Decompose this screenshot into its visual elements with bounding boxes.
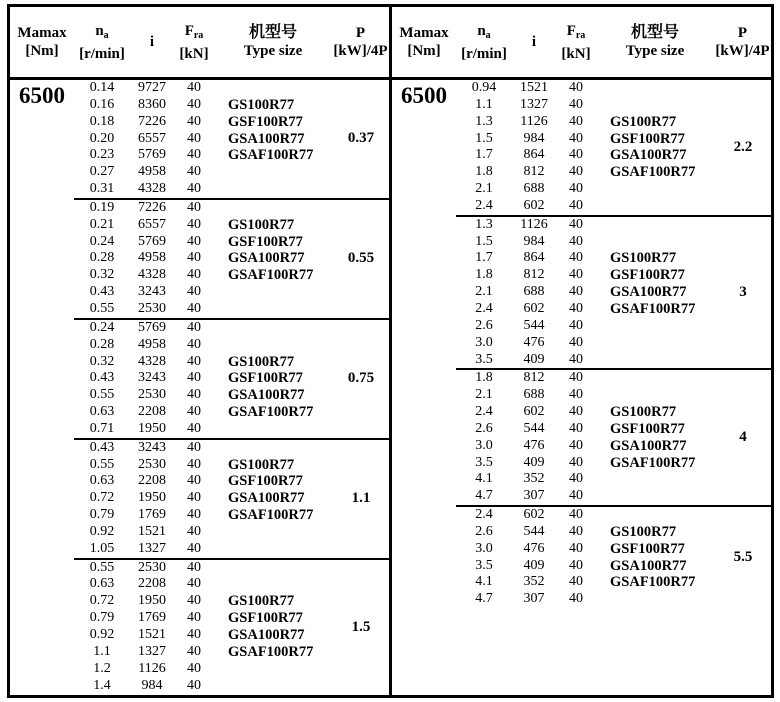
na-value: 0.28 <box>89 250 115 266</box>
na-value: 0.24 <box>89 319 115 335</box>
na-value: 0.55 <box>89 456 115 472</box>
fra-value: 40 <box>569 334 583 350</box>
i-value: 1950 <box>138 420 166 436</box>
i-value: 6557 <box>138 216 166 232</box>
i-value: 2530 <box>138 559 166 575</box>
i-value: 9727 <box>138 80 166 95</box>
i-value: 476 <box>523 334 545 350</box>
na-value: 1.8 <box>475 370 493 386</box>
type-size-value: GSA100R77 <box>610 437 687 454</box>
type-size-value: GSAF100R77 <box>228 147 314 164</box>
na-value: 4.1 <box>475 471 493 487</box>
na-value: 1.7 <box>475 250 493 266</box>
fra-value: 40 <box>569 574 583 590</box>
i-value: 602 <box>523 404 545 420</box>
power-group <box>456 368 771 505</box>
header-type-size: 机型号 Type size <box>243 24 303 59</box>
fra-value: 40 <box>187 490 201 506</box>
i-value: 1126 <box>138 660 166 676</box>
type-size-value: GS100R77 <box>228 456 295 473</box>
table-header-right <box>392 7 771 80</box>
na-value: 1.7 <box>475 147 493 163</box>
fra-value: 40 <box>569 250 583 266</box>
na-value: 4.7 <box>475 591 493 607</box>
i-value: 3243 <box>138 284 166 300</box>
na-value: 3.5 <box>475 557 493 573</box>
fra-value: 40 <box>187 370 201 386</box>
fra-value: 40 <box>187 181 201 197</box>
fra-value: 40 <box>569 80 583 95</box>
na-value: 0.28 <box>89 336 115 352</box>
fra-value: 40 <box>187 404 201 420</box>
i-value: 4958 <box>138 250 166 266</box>
type-size-value: GSAF100R77 <box>610 300 696 317</box>
i-value: 984 <box>141 677 163 693</box>
na-value: 0.43 <box>89 370 115 386</box>
na-value: 2.6 <box>475 420 493 436</box>
i-value: 3243 <box>138 370 166 386</box>
table-body-left <box>10 80 389 695</box>
fra-value: 40 <box>187 267 201 283</box>
na-value: 0.55 <box>89 300 115 316</box>
fra-value: 40 <box>187 336 201 352</box>
i-value: 409 <box>523 454 545 470</box>
i-value: 3243 <box>138 439 166 455</box>
i-value: 5769 <box>138 233 166 249</box>
groups-right <box>456 80 771 695</box>
i-value: 4958 <box>138 164 166 180</box>
i-value: 1126 <box>520 113 548 129</box>
na-value: 0.43 <box>89 439 115 455</box>
na-value: 3.0 <box>475 540 493 556</box>
fra-value: 40 <box>569 370 583 386</box>
na-value: 0.19 <box>89 199 115 215</box>
na-value: 0.92 <box>89 523 115 539</box>
na-value: 2.1 <box>475 181 493 197</box>
type-size-value: GSF100R77 <box>228 473 303 490</box>
fra-value: 40 <box>569 351 583 367</box>
type-size-value: GSA100R77 <box>610 557 687 574</box>
p-value: 0.37 <box>347 130 375 147</box>
i-value: 1950 <box>138 593 166 609</box>
na-value: 0.32 <box>89 267 115 283</box>
p-value: 5.5 <box>733 549 753 566</box>
fra-value: 40 <box>187 113 201 129</box>
na-value: 2.6 <box>475 317 493 333</box>
na-value: 1.8 <box>475 164 493 180</box>
header-p: P [kW]/4P <box>715 25 770 59</box>
fra-value: 40 <box>569 557 583 573</box>
na-value: 0.31 <box>89 181 115 197</box>
i-value: 4328 <box>138 267 166 283</box>
na-value: 0.63 <box>89 576 115 592</box>
i-value: 1521 <box>138 523 166 539</box>
fra-value: 40 <box>187 439 201 455</box>
na-value: 3.5 <box>475 454 493 470</box>
table-header-left <box>10 7 389 80</box>
i-value: 7226 <box>138 113 166 129</box>
fra-value: 40 <box>187 523 201 539</box>
type-size-value: GSF100R77 <box>610 130 685 147</box>
na-value: 0.72 <box>89 593 115 609</box>
fra-value: 40 <box>569 216 583 232</box>
i-value: 409 <box>523 557 545 573</box>
na-value: 0.79 <box>89 507 115 523</box>
fra-value: 40 <box>569 540 583 556</box>
na-value: 0.63 <box>89 404 115 420</box>
i-value: 8360 <box>138 96 166 112</box>
fra-value: 40 <box>187 627 201 642</box>
header-type-size: 机型号 Type size <box>625 24 685 59</box>
i-value: 1769 <box>138 610 166 626</box>
i-value: 544 <box>523 420 545 436</box>
fra-value: 40 <box>569 437 583 453</box>
i-value: 864 <box>523 147 545 163</box>
type-size-value: GSAF100R77 <box>228 404 314 421</box>
fra-value: 40 <box>569 130 583 146</box>
power-group <box>74 80 389 198</box>
i-value: 4328 <box>138 181 166 197</box>
i-value: 1327 <box>138 540 166 556</box>
type-size-value: GSAF100R77 <box>610 454 696 471</box>
i-value: 4958 <box>138 336 166 352</box>
i-value: 812 <box>523 164 545 180</box>
fra-value: 40 <box>187 130 201 146</box>
type-size-value: GSAF100R77 <box>610 574 696 591</box>
na-value: 1.3 <box>475 113 493 129</box>
type-size-value: GSF100R77 <box>610 540 685 557</box>
i-value: 307 <box>523 591 545 607</box>
table-left-half <box>10 7 389 695</box>
type-size-value: GSA100R77 <box>228 627 305 643</box>
fra-value: 40 <box>569 164 583 180</box>
type-size-value: GSF100R77 <box>228 233 303 250</box>
i-value: 1950 <box>138 490 166 506</box>
fra-value: 40 <box>569 267 583 283</box>
fra-value: 40 <box>187 164 201 180</box>
header-na: $n_a$ [r/min] <box>79 22 125 62</box>
fra-value: 40 <box>569 96 583 112</box>
fra-value: 40 <box>569 147 583 163</box>
na-value: 0.32 <box>89 353 115 369</box>
i-value: 352 <box>523 574 545 590</box>
fra-value: 40 <box>187 147 201 163</box>
na-value: 1.05 <box>89 540 115 556</box>
i-value: 984 <box>523 233 545 249</box>
fra-value: 40 <box>187 284 201 300</box>
p-value: 0.75 <box>347 370 375 387</box>
fra-value: 40 <box>569 471 583 487</box>
type-size-value: GS100R77 <box>228 216 295 233</box>
fra-value: 40 <box>187 507 201 523</box>
fra-value: 40 <box>187 559 201 575</box>
na-value: 2.4 <box>475 197 493 213</box>
p-value: 4 <box>739 429 747 446</box>
power-group <box>456 505 771 608</box>
i-value: 1327 <box>520 96 548 112</box>
i-value: 688 <box>523 387 545 403</box>
na-value: 1.3 <box>475 216 493 232</box>
fra-value: 40 <box>569 284 583 300</box>
na-value: 2.4 <box>475 300 493 316</box>
na-value: 0.92 <box>89 627 115 642</box>
table-right-half <box>392 7 771 695</box>
type-size-value: GSAF100R77 <box>228 267 314 284</box>
p-value: 0.55 <box>347 250 375 267</box>
fra-value: 40 <box>569 454 583 470</box>
na-value: 3.0 <box>475 437 493 453</box>
fra-value: 40 <box>187 233 201 249</box>
type-size-value: GSA100R77 <box>610 284 687 301</box>
fra-value: 40 <box>187 473 201 489</box>
na-value: 0.21 <box>89 216 115 232</box>
p-value: 2.2 <box>733 138 753 155</box>
na-value: 0.23 <box>89 147 115 163</box>
na-value: 2.6 <box>475 523 493 539</box>
header-i: i <box>149 34 155 50</box>
p-value: 1.5 <box>351 618 371 635</box>
power-group <box>74 438 389 558</box>
type-size-value: GSF100R77 <box>610 420 685 437</box>
na-value: 1.5 <box>475 233 493 249</box>
type-size-value: GSAF100R77 <box>228 643 314 660</box>
fra-value: 40 <box>569 523 583 539</box>
fra-value: 40 <box>187 300 201 316</box>
i-value: 307 <box>523 488 545 504</box>
i-value: 409 <box>523 351 545 367</box>
header-i: i <box>531 34 537 50</box>
na-value: 1.1 <box>475 96 493 112</box>
na-value: 0.71 <box>89 420 115 436</box>
na-value: 1.8 <box>475 267 493 283</box>
na-value: 0.79 <box>89 610 115 626</box>
gear-unit-selection-table <box>7 4 774 698</box>
i-value: 2208 <box>138 473 166 489</box>
i-value: 1126 <box>520 216 548 232</box>
p-value: 1.1 <box>351 490 371 507</box>
fra-value: 40 <box>187 610 201 626</box>
i-value: 812 <box>523 267 545 283</box>
i-value: 544 <box>523 523 545 539</box>
i-value: 984 <box>523 130 545 146</box>
fra-value: 40 <box>187 677 201 693</box>
na-value: 0.16 <box>89 96 115 112</box>
power-group <box>74 198 389 318</box>
type-size-value: GSF100R77 <box>228 370 303 387</box>
i-value: 1769 <box>138 507 166 523</box>
fra-value: 40 <box>187 250 201 266</box>
header-fra: $F_{ra}$ [kN] <box>561 22 591 62</box>
i-value: 602 <box>523 507 545 523</box>
i-value: 2530 <box>138 387 166 403</box>
i-value: 5769 <box>138 147 166 163</box>
na-value: 1.1 <box>93 643 111 659</box>
type-size-value: GS100R77 <box>610 250 677 267</box>
na-value: 0.20 <box>89 130 115 146</box>
i-value: 5769 <box>138 319 166 335</box>
power-group <box>456 215 771 369</box>
fra-value: 40 <box>569 591 583 607</box>
i-value: 2530 <box>138 456 166 472</box>
fra-value: 40 <box>569 113 583 129</box>
na-value: 0.94 <box>471 80 497 95</box>
type-size-value: GSAF100R77 <box>610 164 696 181</box>
power-group <box>74 318 389 438</box>
i-value: 688 <box>523 181 545 197</box>
type-size-value: GSF100R77 <box>228 113 303 130</box>
na-value: 0.18 <box>89 113 115 129</box>
fra-value: 40 <box>569 404 583 420</box>
i-value: 476 <box>523 540 545 556</box>
i-value: 2208 <box>138 404 166 420</box>
fra-value: 40 <box>187 80 201 95</box>
type-size-value: GSA100R77 <box>610 147 687 164</box>
i-value: 352 <box>523 471 545 487</box>
na-value: 0.24 <box>89 233 115 249</box>
i-value: 864 <box>523 250 545 266</box>
fra-value: 40 <box>187 199 201 215</box>
fra-value: 40 <box>187 420 201 436</box>
fra-value: 40 <box>569 197 583 213</box>
na-value: 0.27 <box>89 164 115 180</box>
fra-value: 40 <box>569 233 583 249</box>
i-value: 2530 <box>138 300 166 316</box>
i-value: 602 <box>523 197 545 213</box>
mamax-value-right: 6500 <box>401 83 447 108</box>
na-value: 2.1 <box>475 387 493 403</box>
i-value: 4328 <box>138 353 166 369</box>
fra-value: 40 <box>187 387 201 403</box>
fra-value: 40 <box>187 593 201 609</box>
na-value: 0.72 <box>89 490 115 506</box>
fra-value: 40 <box>187 319 201 335</box>
na-value: 1.2 <box>93 660 111 676</box>
type-size-value: GS100R77 <box>228 593 295 610</box>
fra-value: 40 <box>569 317 583 333</box>
type-size-value: GS100R77 <box>610 113 677 130</box>
type-size-value: GS100R77 <box>228 353 295 370</box>
na-value: 0.55 <box>89 559 115 575</box>
type-size-value: GS100R77 <box>610 523 677 540</box>
na-value: 0.14 <box>89 80 115 95</box>
i-value: 476 <box>523 437 545 453</box>
header-mamax: Mamax [Nm] <box>17 25 67 59</box>
na-value: 3.0 <box>475 334 493 350</box>
fra-value: 40 <box>569 181 583 197</box>
p-value: 3 <box>739 284 747 301</box>
type-size-value: GSF100R77 <box>228 610 303 627</box>
type-size-value: GSA100R77 <box>228 130 305 147</box>
type-size-value: GS100R77 <box>228 96 295 113</box>
power-group <box>74 558 389 695</box>
na-value: 2.1 <box>475 284 493 300</box>
type-size-value: GSA100R77 <box>228 490 305 507</box>
i-value: 544 <box>523 317 545 333</box>
fra-value: 40 <box>569 420 583 436</box>
na-value: 0.63 <box>89 473 115 489</box>
header-mamax: Mamax [Nm] <box>399 25 449 59</box>
fra-value: 40 <box>187 96 201 112</box>
fra-value: 40 <box>187 540 201 556</box>
na-value: 1.5 <box>475 130 493 146</box>
na-value: 0.55 <box>89 387 115 403</box>
i-value: 1521 <box>138 627 166 642</box>
fra-value: 40 <box>569 507 583 523</box>
na-value: 4.1 <box>475 574 493 590</box>
type-size-value: GSAF100R77 <box>228 507 314 524</box>
i-value: 602 <box>523 300 545 316</box>
i-value: 2208 <box>138 576 166 592</box>
power-group <box>456 80 771 215</box>
groups-left <box>74 80 389 695</box>
fra-value: 40 <box>187 456 201 472</box>
header-na: $n_a$ [r/min] <box>461 22 507 62</box>
na-value: 1.4 <box>93 677 111 693</box>
na-value: 0.43 <box>89 284 115 300</box>
fra-value: 40 <box>187 216 201 232</box>
mamax-value-left: 6500 <box>19 83 65 108</box>
i-value: 1327 <box>138 643 166 659</box>
i-value: 1521 <box>520 80 548 95</box>
i-value: 6557 <box>138 130 166 146</box>
header-fra: $F_{ra}$ [kN] <box>179 22 209 62</box>
fra-value: 40 <box>569 488 583 504</box>
na-value: 4.7 <box>475 488 493 504</box>
na-value: 2.4 <box>475 404 493 420</box>
header-p: P [kW]/4P <box>333 25 388 59</box>
na-value: 2.4 <box>475 507 493 523</box>
type-size-value: GSF100R77 <box>610 267 685 284</box>
type-size-value: GSA100R77 <box>228 387 305 404</box>
type-size-value: GSA100R77 <box>228 250 305 267</box>
fra-value: 40 <box>187 643 201 659</box>
type-size-value: GS100R77 <box>610 404 677 421</box>
i-value: 812 <box>523 370 545 386</box>
fra-value: 40 <box>187 353 201 369</box>
na-value: 3.5 <box>475 351 493 367</box>
fra-value: 40 <box>187 660 201 676</box>
fra-value: 40 <box>569 387 583 403</box>
i-value: 688 <box>523 284 545 300</box>
table-body-right <box>392 80 771 695</box>
fra-value: 40 <box>187 576 201 592</box>
i-value: 7226 <box>138 199 166 215</box>
fra-value: 40 <box>569 300 583 316</box>
